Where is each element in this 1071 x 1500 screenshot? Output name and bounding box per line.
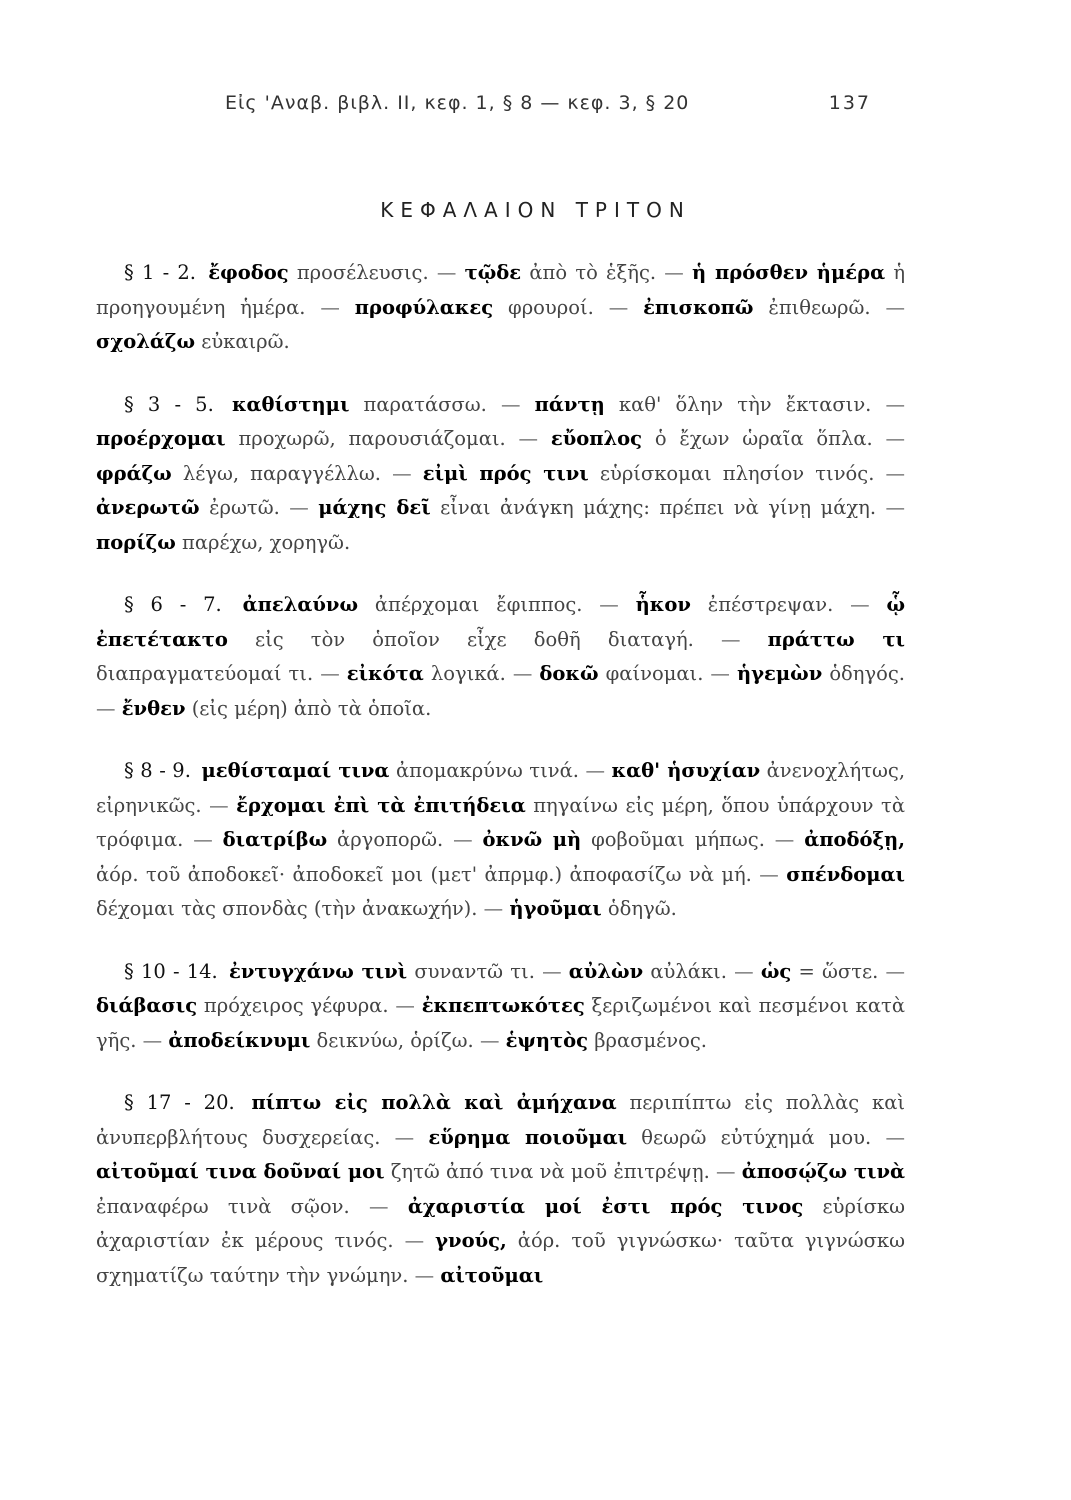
glossary-definition: εἶναι ἀνάγκη μάχης: πρέπει νὰ γίνῃ μάχη. [440,496,877,519]
glossary-definition: ἀπέρχομαι ἔφιππος. [374,593,583,616]
glossary-term: ὡς [760,959,792,983]
glossary-paragraph [96,955,905,1059]
glossary-paragraph [96,388,905,561]
glossary-term: ἔφοδος [208,261,289,284]
entry-separator: — [473,1028,506,1052]
glossary-definition: φαίνομαι. [605,662,704,685]
glossary-definition: ἀπομακρύνω τινά. [395,759,579,782]
entry-separator: — [764,828,805,851]
glossary-definition: ὁδηγός. [829,662,905,685]
glossary-term: σπένδομαι [786,862,905,886]
entry-separator: — [593,295,644,319]
glossary-definition: ξεριζωμένοι καὶ πεσμένοι κατὰ γῆς. [96,994,905,1052]
glossary-term: ἧκον [635,593,691,616]
glossary-definition: αὐλάκι. [650,959,727,983]
glossary-definition: ὁδηγῶ. [607,897,677,920]
glossary-term: ἡγεμὼν [736,662,823,685]
glossary-term: ἐντυγχάνω τινὶ [228,959,408,983]
entry-separator: — [313,662,347,685]
glossary-paragraph [96,588,905,726]
glossary-term: ὀκνῶ μὴ [482,828,582,851]
glossary-definition: ἡ προηγουμένη ἡμέρα. [96,261,905,319]
glossary-term: ἑψητὸς [505,1028,589,1052]
entry-separator: — [136,1028,169,1052]
glossary-term: τῷδε [464,261,522,284]
glossary-term: καθ' ἡσυχίαν [611,759,761,782]
glossary-term: ἀποδείκνυμι [168,1028,311,1052]
glossary-definition: δεικνύω, ὁρίζω. [316,1028,474,1052]
glossary-definition: ἀόρ. τοῦ ἀποδοκεῖ· ἀποδοκεῖ μοι (μετ' ἀπρμφ.) ἀποφασίζω νὰ μή. [96,862,752,886]
section-reference: § 6 - 7. [124,593,222,616]
entry-separator: — [477,897,510,920]
glossary-term: ᾧ ἐπετέτακτο [96,593,906,651]
glossary-term: εἰκότα [346,662,424,685]
glossary-definition: βρασμένος. [594,1028,707,1052]
glossary-term: φράζω [96,461,172,485]
glossary-term: προφύλακες [354,295,494,319]
glossary-term: ἡ πρόσθεν ἡμέρα [692,261,886,284]
chapter-title: ΚΕΦΑΛΑΙΟΝ ΤΡΙΤΟΝ [380,198,691,222]
entry-separator: — [381,461,423,485]
entry-separator: — [408,1263,441,1287]
glossary-definition: διαπραγματεύομαί τι. [96,662,314,685]
entry-separator: — [201,793,237,817]
entry-separator: — [505,662,540,685]
glossary-term: πορίζω [96,530,176,554]
glossary-definition: θεωρῶ εὐτύχημά μου. [641,1125,872,1149]
entry-separator: — [388,994,422,1017]
glossary-term: εὔοπλος [550,427,643,450]
glossary-paragraph [96,754,905,927]
glossary-term: ἐπισκοπῶ [643,295,754,319]
glossary-definition: παρατάσσω. [363,392,487,416]
glossary-definition: ἐπαναφέρω τινὰ σῷον. [96,1194,350,1218]
entry-separator: — [582,593,636,616]
glossary-term: ἀπελαύνω [242,593,359,616]
entry-separator: — [874,461,906,485]
section-reference: § 17 - 20. [124,1091,235,1114]
glossary-definition: ἀπὸ τὸ ἑξῆς. [529,261,657,284]
section-reference: § 10 - 14. [124,959,218,983]
glossary-term: αὐλὼν [568,959,644,983]
glossary-paragraph [96,1086,905,1293]
entry-separator: — [534,959,569,983]
glossary-definition: φοβοῦμαι μήπως. [591,828,765,851]
glossary-term: διατρίβω [222,828,328,851]
glossary-definition: = ὥστε. [798,959,879,983]
glossary-term: αἰτοῦμαι [440,1263,544,1287]
entry-separator: — [578,759,612,782]
entry-separator: — [833,593,887,616]
glossary-term: πίπτω εἰς πολλὰ καὶ ἀμήχανα [251,1091,617,1114]
glossary-definition: συναντῶ τι. [414,959,535,983]
glossary-term: ἐκπεπτωκότες [421,994,585,1017]
glossary-definition: εἰς τὸν ὁποῖον εἶχε δοθῆ διαταγή. [254,627,694,651]
glossary-term: ἀχαριστία μοί ἐστι πρός τινος [407,1194,804,1218]
glossary-definition: ἐρωτῶ. [209,496,280,519]
glossary-term: ἔνθεν [121,696,186,720]
glossary-definition: ἐπιθεωρῶ. [768,295,871,319]
section-reference: § 8 - 9. [124,759,191,782]
glossary-definition: λογικά. [430,662,506,685]
glossary-definition: προσέλευσις. [296,261,429,284]
glossary-definition: εὑρίσκομαι πλησίον τινός. [599,461,875,485]
entry-separator: — [349,1194,408,1218]
glossary-term: μάχης δεῖ [318,496,431,519]
glossary-definition: ζητῶ ἀπό τινα νὰ μοῦ ἐπιτρέψῃ. [390,1160,710,1183]
entry-separator: — [505,427,551,450]
running-title: Εἰς 'Αναβ. βιβλ. II, κεφ. 1, § 8 — κεφ. 3, § 20 [225,92,690,114]
glossary-term: ἔρχομαι ἐπὶ τὰ ἐπιτήδεια [236,793,526,817]
glossary-term: ἡγοῦμαι [509,897,602,920]
entry-separator: — [486,392,535,416]
glossary-term: καθίστημι [231,392,350,416]
glossary-term: εἰμὶ πρός τινι [422,461,589,485]
glossary-paragraph [96,256,905,360]
glossary-definition: πηγαίνω εἰς μέρη, ὅπου ὑπάρχουν τὰ τρόφιμα. [96,793,906,851]
glossary-definition: ἀνενοχλήτως, εἰρηνικῶς. [96,759,906,817]
glossary-definition: προχωρῶ, παρουσιάζομαι. [238,427,506,450]
glossary-definition: καθ' ὅλην τὴν ἔκτασιν. [618,392,872,416]
glossary-definition: λέγω, παραγγέλλω. [182,461,382,485]
entry-separator: — [96,696,122,720]
entry-separator: — [443,828,483,851]
glossary-definition: ἐπέστρεψαν. [707,593,834,616]
entry-separator: — [751,862,787,886]
section-reference: § 3 - 5. [124,392,214,416]
entry-separator: — [878,959,906,983]
entry-separator: — [703,662,737,685]
glossary-term: σχολάζω [96,330,196,353]
entry-separator: — [380,1125,429,1149]
glossary-term: γνούς, [435,1229,507,1252]
entry-separator: — [393,1229,436,1252]
glossary-content [96,256,905,1321]
entry-separator: — [656,261,692,284]
glossary-definition: ὁ ἔχων ὡραῖα ὅπλα. [654,427,873,450]
glossary-term: προέρχομαι [96,427,226,450]
glossary-definition: πρόχειρος γέφυρα. [203,994,389,1017]
glossary-definition: (εἰς μέρη) ἀπὸ τὰ ὁποῖα. [191,696,432,720]
entry-separator: — [871,392,906,416]
section-reference: § 1 - 2. [124,261,196,284]
entry-separator: — [872,427,906,450]
entry-separator: — [709,1160,742,1183]
glossary-term: ἀνερωτῶ [96,496,200,519]
page-number: 137 [828,92,871,114]
glossary-definition: φρουροί. [508,295,594,319]
entry-separator: — [870,295,905,319]
glossary-definition: παρέχω, χορηγῶ. [182,530,351,554]
entry-separator: — [693,627,768,651]
glossary-definition: ἀργοπορῶ. [337,828,444,851]
glossary-term: μεθίσταμαί τινα [201,759,390,782]
glossary-definition: δέχομαι τὰς σπονδὰς (τὴν ἀνακωχήν). [96,897,478,920]
entry-separator: — [183,828,223,851]
glossary-term: πράττω τι [767,627,905,651]
glossary-term: δοκῶ [539,662,599,685]
entry-separator: — [726,959,761,983]
glossary-definition: εὐκαιρῶ. [201,330,290,353]
glossary-term: ἀποσῴζω τινὰ [741,1160,906,1183]
entry-separator: — [305,295,355,319]
entry-separator: — [876,496,906,519]
entry-separator: — [871,1125,905,1149]
running-header [225,92,871,122]
entry-separator: — [279,496,319,519]
glossary-term: αἰτοῦμαί τινα δοῦναί μοι [96,1160,385,1183]
glossary-term: πάντῃ [534,392,605,416]
glossary-term: ἀποδόξῃ, [804,828,906,851]
glossary-term: διάβασις [96,994,198,1017]
glossary-term: εὕρημα ποιοῦμαι [428,1125,628,1149]
entry-separator: — [428,261,465,284]
glossary-definition: περιπίπτω εἰς πολλὰς καὶ ἀνυπερβλήτους δυσχερείας. [96,1091,906,1149]
glossary-definition: εὑρίσκω ἀχαριστίαν ἐκ μέρους τινός. [96,1194,906,1252]
glossary-definition: ἀόρ. τοῦ γιγνώσκω· ταῦτα γιγνώσκω σχηματίζω ταύτην τὴν γνώμην. [96,1229,905,1287]
